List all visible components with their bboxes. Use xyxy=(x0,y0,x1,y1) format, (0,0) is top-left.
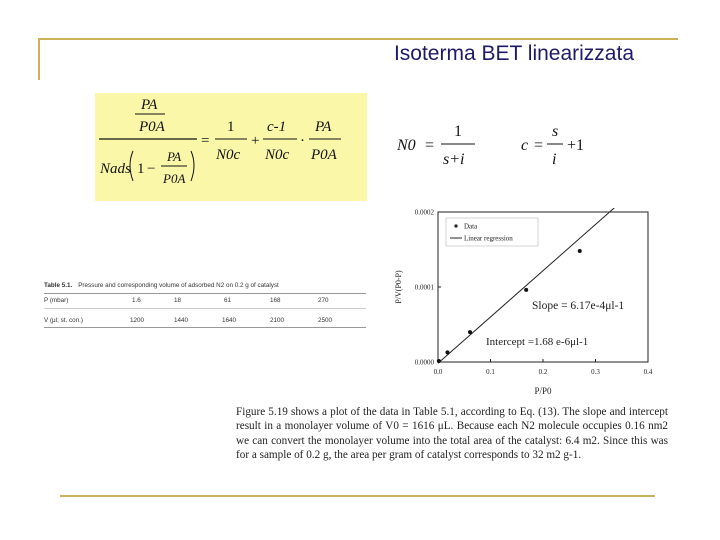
data-point xyxy=(468,330,472,334)
frame-left-rule xyxy=(38,38,40,80)
eq2-den: i xyxy=(552,151,557,168)
table-row1-header: P (mbar) xyxy=(44,297,69,304)
eq2-num: s xyxy=(552,123,559,140)
table-caption-text: Pressure and corresponding volume of adsorbed N2 on 0.2 g of catalyst xyxy=(78,282,279,289)
table-cell: 61 xyxy=(224,297,232,304)
legend xyxy=(446,218,538,246)
table-cell: 168 xyxy=(270,297,281,304)
table-cell: 1440 xyxy=(174,317,189,324)
formula-rhs-p0a: P0A xyxy=(311,147,337,163)
formula-rhs-pa: PA xyxy=(315,119,332,135)
y-axis-ticks xyxy=(415,209,441,367)
intercept-annotation: Intercept =1.68 e-6μl-1 xyxy=(486,336,589,348)
eq1-den: s+i xyxy=(443,151,465,168)
table-rule-bottom xyxy=(44,327,366,328)
formula-lhs-inner-den: P0A xyxy=(139,119,165,135)
table-caption xyxy=(44,282,279,289)
svg-text:−: − xyxy=(147,161,156,177)
table-cell: 2500 xyxy=(318,317,333,324)
frame-top-rule xyxy=(38,38,678,40)
y-tick-label: 0.0002 xyxy=(414,208,434,217)
x-tick-label: 0.2 xyxy=(538,368,548,376)
data-point xyxy=(445,350,449,354)
bet-plot-svg xyxy=(378,208,668,400)
slide-title: Isoterma BET linearizzata xyxy=(393,42,634,65)
legend-entry-regression: Linear regression xyxy=(464,234,513,243)
x-tick-label: 0.3 xyxy=(591,368,600,376)
eq1-num: 1 xyxy=(454,123,462,140)
eq1-lhs: N0 xyxy=(397,137,416,154)
table-rule-top xyxy=(44,293,366,294)
formula-rhs-n0c-1: N0c xyxy=(216,147,241,163)
y-axis-label: P/V(P0-P) xyxy=(394,270,403,304)
table-cell: 270 xyxy=(318,297,329,304)
bet-formula-svg xyxy=(95,93,367,201)
formula-rhs-one: 1 xyxy=(227,119,235,135)
formula-lhs-frac-den: P0A xyxy=(163,171,186,186)
table-cell: 18 xyxy=(174,297,182,304)
frame-bottom-rule xyxy=(60,495,655,497)
data-table xyxy=(44,282,366,332)
slope-annotation: Slope = 6.17e-4μl-1 xyxy=(532,300,625,312)
formula-lhs-nads: Nads xyxy=(100,161,131,177)
figure-description: Figure 5.19 shows a plot of the data in Table 5.1, according to Eq. (13). The slope and intercept result in a monolayer volume of V0 = 1616 μL. Because each N2 molecule occupies 0.16 nm2 we can convert the monolayer volume into the total area of the catalyst: 6.4 m2. Since this was for a sample of 0.2 g, the area per gram of catalyst corresponds to 32 m2 g-1. xyxy=(236,406,668,462)
formula-rhs-cm1: c-1 xyxy=(267,119,287,135)
svg-text:+: + xyxy=(251,133,260,149)
table-cell: 1200 xyxy=(130,317,145,324)
svg-text:=: = xyxy=(201,133,210,149)
table-rule-mid xyxy=(44,308,366,309)
y-tick-label: 0.0000 xyxy=(414,358,434,367)
data-point xyxy=(578,249,582,253)
table-cell: 1.6 xyxy=(132,297,141,304)
eq2-plus: +1 xyxy=(567,137,585,154)
x-tick-label: 0.1 xyxy=(486,368,495,376)
svg-text:·: · xyxy=(300,133,305,149)
eq2-lhs: c xyxy=(521,137,529,154)
svg-text:=: = xyxy=(534,137,544,154)
x-tick-label: 0.0 xyxy=(433,368,443,376)
table-cell: 2100 xyxy=(270,317,285,324)
formula-lhs-one: 1 xyxy=(137,161,145,177)
data-point xyxy=(524,288,528,292)
x-tick-label: 0.4 xyxy=(643,368,653,376)
formula-lhs-inner-num: PA xyxy=(141,97,158,113)
bet-formula xyxy=(95,93,367,201)
table-row2-header: V (μl; st. con.) xyxy=(44,317,83,324)
table-cell: 1640 xyxy=(222,317,237,324)
monolayer-equations xyxy=(395,118,605,173)
table-label: Table 5.1. xyxy=(44,282,73,289)
y-tick-label: 0.0001 xyxy=(414,283,434,292)
legend-entry-data: Data xyxy=(464,222,478,231)
x-axis-label: P/P0 xyxy=(534,386,552,396)
bet-plot xyxy=(378,208,668,400)
data-point xyxy=(437,359,441,363)
monolayer-equations-svg xyxy=(395,118,605,173)
formula-lhs-frac-num: PA xyxy=(167,149,182,164)
legend-marker-data xyxy=(454,224,457,227)
formula-rhs-n0c-2: N0c xyxy=(265,147,290,163)
svg-text:=: = xyxy=(425,137,435,154)
